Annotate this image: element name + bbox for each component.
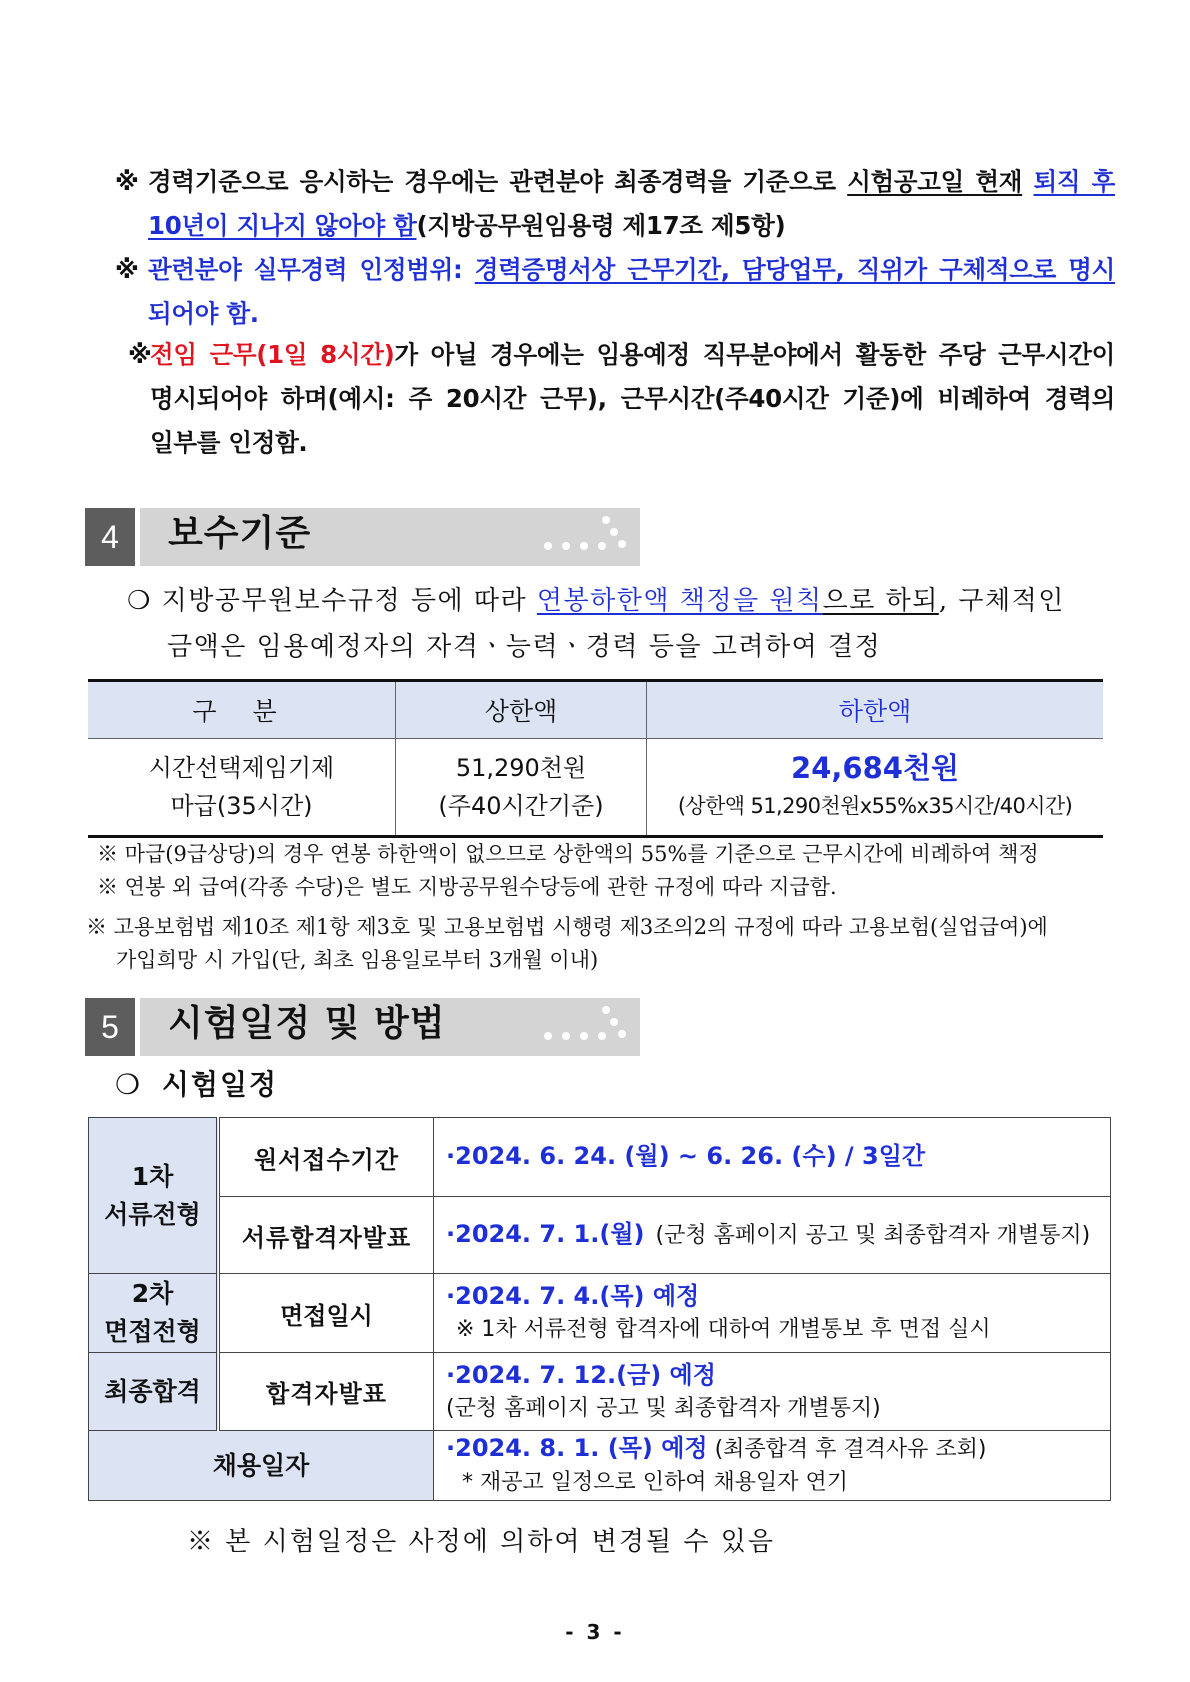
note-text: * 재공고 일정으로 인하여 채용일자 연기 (462, 1470, 848, 1495)
section-divider (135, 998, 140, 1056)
note-text: (군청 홈페이지 공고 및 최종합격자 개별통지) (655, 1223, 1091, 1248)
note-text: 명시되어야 하며(예시: 주 20시간 근무), 근무시간(주40시간 기준)에 비례하여 경력의 (150, 384, 1115, 413)
schedule-table (88, 1117, 1111, 1501)
stage-label: 2차 (131, 1279, 174, 1308)
dots-decoration-icon (540, 512, 635, 556)
section-divider (135, 508, 140, 566)
date-text: ·2024. 7. 1.(월) (446, 1220, 645, 1248)
section-5-title: 시험일정 및 방법 (168, 1003, 446, 1044)
stage-label: 면접전형 (104, 1317, 201, 1346)
final-result-label: 합격자발표 (218, 1353, 434, 1431)
note-highlight: 퇴직 후 (1033, 167, 1116, 196)
footnote: 가입희망 시 가입(단, 최초 임용일로부터 3개월 이내) (116, 948, 599, 972)
interview-value (434, 1274, 1111, 1353)
subtitle-text: 시험일정 (161, 1068, 279, 1101)
pay-footnotes (97, 838, 1117, 904)
note-law-reference: (지방공무원임용령 제17조 제5항) (416, 211, 786, 240)
pay-cell-lower (647, 739, 1104, 837)
note-text: 가 아닐 경우에는 임용예정 직무분야에서 활동한 주당 근무시간이 (394, 340, 1115, 369)
application-period-value (434, 1118, 1111, 1197)
stage-label: 1차 (131, 1161, 174, 1191)
note-highlight: 10년이 지나지 않아야 함 (148, 211, 417, 240)
paragraph-text: 지방공무원보수규정 등에 따라 (161, 586, 528, 616)
pay-criteria-paragraph (127, 578, 1097, 670)
note-highlight: 관련분야 실무경력 인정범위: (148, 255, 463, 284)
stage-final: 최종합격 (89, 1353, 219, 1431)
section-4-number: 4 (85, 508, 135, 566)
note-fulltime (128, 333, 1115, 465)
footnote: ※ 고용보험법 제10조 제1항 제3호 및 고용보험법 시행령 제3조의2의 규정에 따라 고용보험(실업급여)에 (86, 915, 1048, 939)
schedule-row (89, 1431, 1111, 1501)
pay-lower-formula: (상한액 51,290천원x55%x35시간/40시간) (677, 794, 1073, 818)
date-text: ·2024. 7. 4.(목) 예정 (446, 1282, 700, 1310)
note-mark: ※ (115, 167, 139, 196)
hire-date-label: 채용일자 (89, 1431, 434, 1501)
pay-table-row (88, 739, 1103, 837)
note-highlight-red: 전임 근무(1일 8시간) (150, 340, 395, 369)
stage-label: 서류전형 (104, 1199, 201, 1229)
date-text: ·2024. 7. 12.(금) 예정 (446, 1360, 716, 1389)
pay-type-line: 시간선택제임기제 (148, 754, 335, 782)
hire-date-value (434, 1431, 1111, 1501)
section-4-title: 보수기준 (168, 513, 312, 554)
pay-header-upper: 상한액 (396, 681, 647, 739)
paragraph-underlined: 으로 하되 (822, 586, 939, 616)
bullet-icon: ❍ (115, 1068, 143, 1101)
stage-1 (89, 1118, 219, 1274)
interview-label: 면접일시 (218, 1274, 434, 1353)
pay-cell-upper (396, 739, 647, 837)
paragraph-text: , 구체적인 (938, 586, 1065, 616)
schedule-row (89, 1118, 1111, 1197)
note-mark: ※ (128, 340, 152, 369)
document-result-value (434, 1197, 1111, 1274)
footnote: ※ 연봉 외 급여(각종 수당)은 별도 지방공무원수당등에 관한 규정에 따라 지급함. (97, 875, 837, 899)
schedule-subtitle (115, 1063, 278, 1103)
pay-lower-amount: 24,684천원 (791, 751, 959, 785)
pay-cell-type (88, 739, 396, 837)
pay-type-line: 마급(35시간) (170, 792, 313, 820)
pay-header-type: 구 분 (88, 681, 396, 739)
schedule-row (89, 1353, 1111, 1431)
note-highlight: 경력증명서상 근무기간, 담당업무, 직위가 구체적으로 명시 (474, 255, 1115, 284)
footnote: ※ 마급(9급상당)의 경우 연봉 하한액이 없으므로 상한액의 55%를 기준으로 근무시간에 비례하여 책정 (97, 842, 1039, 866)
note-text: ※ 1차 서류전형 합격자에 대하여 개별통보 후 면접 실시 (456, 1317, 991, 1342)
note-text: 되어야 함. (148, 299, 259, 328)
note-underlined: 시험공고일 현재 (847, 167, 1023, 196)
application-period-label: 원서접수기간 (218, 1118, 434, 1197)
pay-header-lower: 하한액 (647, 681, 1104, 739)
schedule-change-notice: ※ 본 시험일정은 사정에 의하여 변경될 수 있음 (187, 1527, 775, 1557)
date-text: ·2024. 6. 24. (월) ~ 6. 26. (수) / 3일간 (446, 1142, 926, 1170)
final-result-value (434, 1353, 1111, 1431)
note-text: 경력기준으로 응시하는 경우에는 관련분야 최종경력을 기준으로 (148, 167, 836, 196)
document-result-label: 서류합격자발표 (218, 1197, 434, 1274)
dots-decoration-icon (540, 1002, 635, 1046)
paragraph-text: 금액은 임용예정자의 자격ㆍ능력ㆍ경력 등을 고려하여 결정 (167, 632, 882, 662)
note-text: (최종합격 후 결격사유 조회) (714, 1437, 987, 1462)
note-career-criteria (115, 160, 1115, 248)
pay-footnote-insurance (86, 911, 1116, 977)
pay-upper-note: (주40시간기준) (438, 792, 604, 820)
note-text: (군청 홈페이지 공고 및 최종합격자 개별통지) (446, 1395, 881, 1421)
paragraph-highlight: 연봉하한액 책정을 원칙 (536, 586, 823, 616)
date-text: ·2024. 8. 1. (목) 예정 (446, 1434, 708, 1462)
section-5-number: 5 (85, 998, 135, 1056)
page-number: - 3 - (565, 1620, 625, 1644)
pay-table-header-row (88, 681, 1103, 739)
note-career-scope (115, 248, 1115, 336)
pay-table (88, 679, 1103, 838)
pay-upper-amount: 51,290천원 (455, 754, 587, 782)
bullet-icon: ❍ (127, 586, 152, 616)
note-mark: ※ (115, 255, 139, 284)
stage-2 (89, 1274, 219, 1353)
schedule-row (89, 1197, 1111, 1274)
schedule-row (89, 1274, 1111, 1353)
note-text: 일부를 인정함. (150, 428, 308, 457)
